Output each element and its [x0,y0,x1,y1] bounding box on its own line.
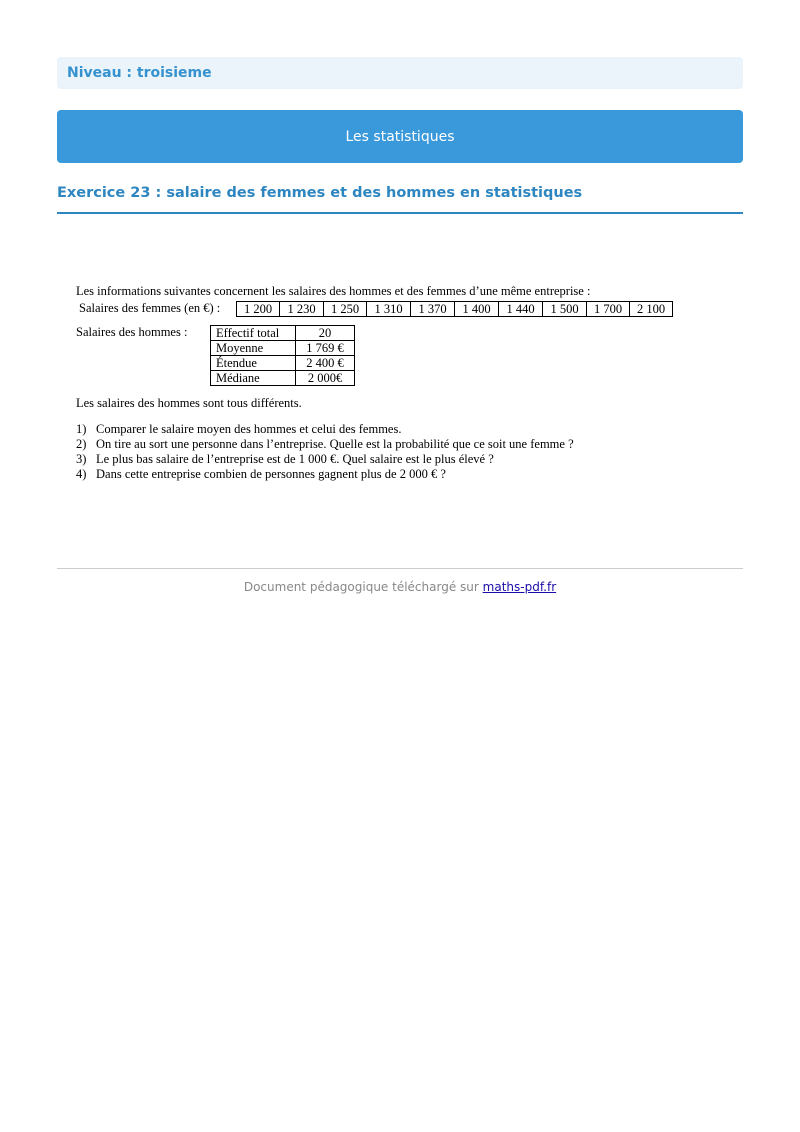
stat-label: Étendue [211,356,296,371]
title-divider [57,212,743,214]
stat-label: Médiane [211,371,296,386]
men-salaries-table [210,325,355,386]
table-row [211,341,355,356]
stat-value: 20 [296,326,355,341]
question-text: Le plus bas salaire de l’entreprise est de 1 000 €. Quel salaire est le plus élevé ? [96,452,494,466]
women-salary-cell: 1 440 [499,302,543,317]
question-text: Comparer le salaire moyen des hommes et celui des femmes. [96,422,402,436]
women-salary-cell: 1 250 [324,302,367,317]
women-salary-cell: 1 500 [543,302,587,317]
stat-label: Moyenne [211,341,296,356]
question-item [76,452,494,467]
question-number: 3) [76,452,87,466]
women-salary-cell: 1 700 [587,302,630,317]
women-salary-cell: 1 310 [367,302,411,317]
question-number: 1) [76,422,87,436]
question-text: Dans cette entreprise combien de personnes gagnent plus de 2 000 € ? [96,467,446,481]
exercise-title: Exercice 23 : salaire des femmes et des hommes en statistiques [57,185,583,201]
table-row [211,371,355,386]
table-row [211,356,355,371]
stat-label: Effectif total [211,326,296,341]
intro-text: Les informations suivantes concernent les salaires des hommes et des femmes d’une même entreprise : [76,284,591,298]
stat-value: 1 769 € [296,341,355,356]
women-salary-cell: 1 230 [280,302,324,317]
question-item [76,422,401,437]
footer [0,580,800,594]
women-salaries-label: Salaires des femmes (en €) : [79,301,221,315]
question-number: 4) [76,467,87,481]
question-text: On tire au sort une personne dans l’entreprise. Quelle est la probabilité que ce soit une femme ? [96,437,574,451]
chapter-banner: Les statistiques [57,110,743,163]
level-label: Niveau : troisieme [57,57,743,89]
footer-link[interactable]: maths-pdf.fr [482,580,557,594]
stat-value: 2 000€ [296,371,355,386]
men-salaries-label: Salaires des hommes : [76,325,188,339]
question-number: 2) [76,437,87,451]
women-salaries-table [236,301,673,317]
women-salary-cell: 1 200 [237,302,280,317]
women-salary-cell: 1 400 [455,302,499,317]
footer-text: Document pédagogique téléchargé sur [243,580,479,594]
question-item [76,467,446,482]
note-text: Les salaires des hommes sont tous différents. [76,396,302,410]
women-salary-cell: 1 370 [411,302,455,317]
table-row [211,326,355,341]
footer-divider [57,568,743,569]
question-item [76,437,574,452]
stat-value: 2 400 € [296,356,355,371]
women-salary-cell: 2 100 [630,302,673,317]
